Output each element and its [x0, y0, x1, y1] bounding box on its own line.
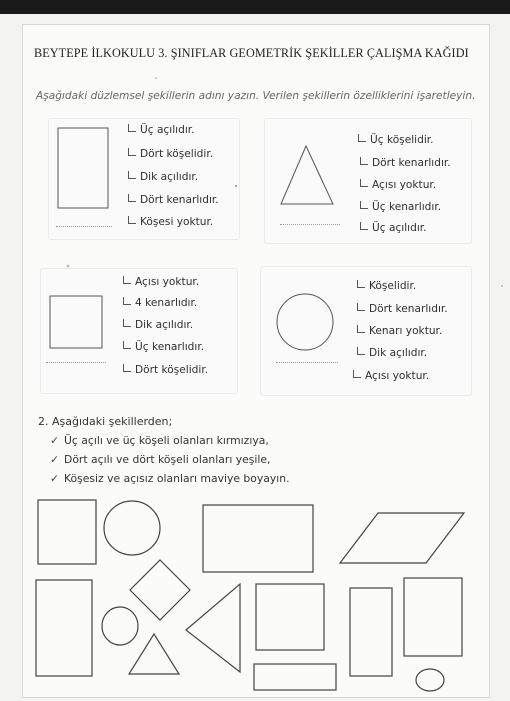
option-checkbox[interactable]: Dört köşelidir. [123, 364, 208, 376]
option-checkbox[interactable]: Açısı yoktur. [123, 276, 199, 288]
option-checkbox[interactable]: 4 kenarlıdır. [123, 297, 197, 309]
option-checkbox[interactable]: Üç köşelidir. [358, 134, 434, 146]
option-checkbox[interactable]: Üç açılıdır. [128, 124, 195, 136]
panel2-triangle-shape [281, 146, 333, 204]
panel3-square-shape [50, 296, 102, 348]
option-checkbox[interactable]: Dik açılıdır. [123, 319, 193, 331]
task-blue: ✓ Köşesiz ve açısız olanları maviye boyayın. [50, 472, 290, 485]
option-checkbox[interactable]: Köşelidir. [357, 280, 416, 292]
option-checkbox[interactable]: Dik açılıdır. [128, 171, 198, 183]
option-checkbox[interactable]: Üç kenarlıdır. [123, 341, 204, 353]
color-shape-rectangle[interactable] [203, 505, 313, 572]
scan-speck [67, 265, 70, 268]
color-shape-left-triangle[interactable] [186, 584, 240, 672]
option-checkbox[interactable]: Dört kenarlıdır. [360, 157, 451, 169]
panel4-circle-shape [277, 294, 333, 350]
scan-speck [155, 77, 157, 79]
color-shape-middle-square[interactable] [256, 584, 324, 650]
option-checkbox[interactable]: Kenarı yoktur. [357, 325, 442, 337]
option-checkbox[interactable]: Dik açılıdır. [357, 347, 427, 359]
check-mark-icon: ✓ [50, 472, 60, 485]
color-shape-bottom-rectangle[interactable] [254, 664, 336, 690]
scan-speck [501, 285, 503, 287]
check-mark-icon: ✓ [50, 453, 60, 466]
option-checkbox[interactable]: Üç kenarlıdır. [360, 201, 441, 213]
option-checkbox[interactable]: Üç açılıdır. [360, 222, 427, 234]
option-checkbox[interactable]: Köşesi yoktur. [128, 216, 213, 228]
panel1-rectangle-shape [58, 128, 108, 208]
color-shape-parallelogram[interactable] [340, 513, 464, 563]
question-2-heading: 2. Aşağıdaki şekillerden; [38, 415, 173, 428]
color-shape-small-triangle[interactable] [129, 634, 179, 674]
scan-speck [235, 185, 237, 187]
color-shape-circle[interactable] [104, 501, 160, 555]
option-checkbox[interactable]: Dört kenarlıdır. [128, 194, 219, 206]
color-shape-tall-rectangle[interactable] [36, 580, 92, 676]
option-checkbox[interactable]: Dört köşelidir. [128, 148, 213, 160]
option-checkbox[interactable]: Açısı yoktur. [353, 370, 429, 382]
color-shape-small-circle[interactable] [102, 607, 138, 645]
color-shape-square[interactable] [38, 500, 96, 564]
color-shape-oval[interactable] [416, 669, 444, 691]
check-mark-icon: ✓ [50, 434, 60, 447]
option-checkbox[interactable]: Dört kenarlıdır. [357, 303, 448, 315]
worksheet-title: BEYTEPE İLKOKULU 3. ŞINIFLAR GEOMETRİK ŞEKİLLER ÇALIŞMA KAĞIDI [34, 46, 469, 60]
instruction-text: Aşağıdaki düzlemsel şekillerin adını yazın. Verilen şekillerin özelliklerini işaretleyin. [36, 90, 476, 102]
task-red: ✓ Üç açılı ve üç köşeli olanları kırmızıya, [50, 434, 269, 447]
color-shape-narrow-rectangle[interactable] [350, 588, 392, 676]
task-green: ✓ Dört açılı ve dört köşeli olanları yeşile, [50, 453, 271, 466]
color-shape-diamond[interactable] [130, 560, 190, 620]
color-shape-right-rectangle[interactable] [404, 578, 462, 656]
option-checkbox[interactable]: Açısı yoktur. [360, 179, 436, 191]
